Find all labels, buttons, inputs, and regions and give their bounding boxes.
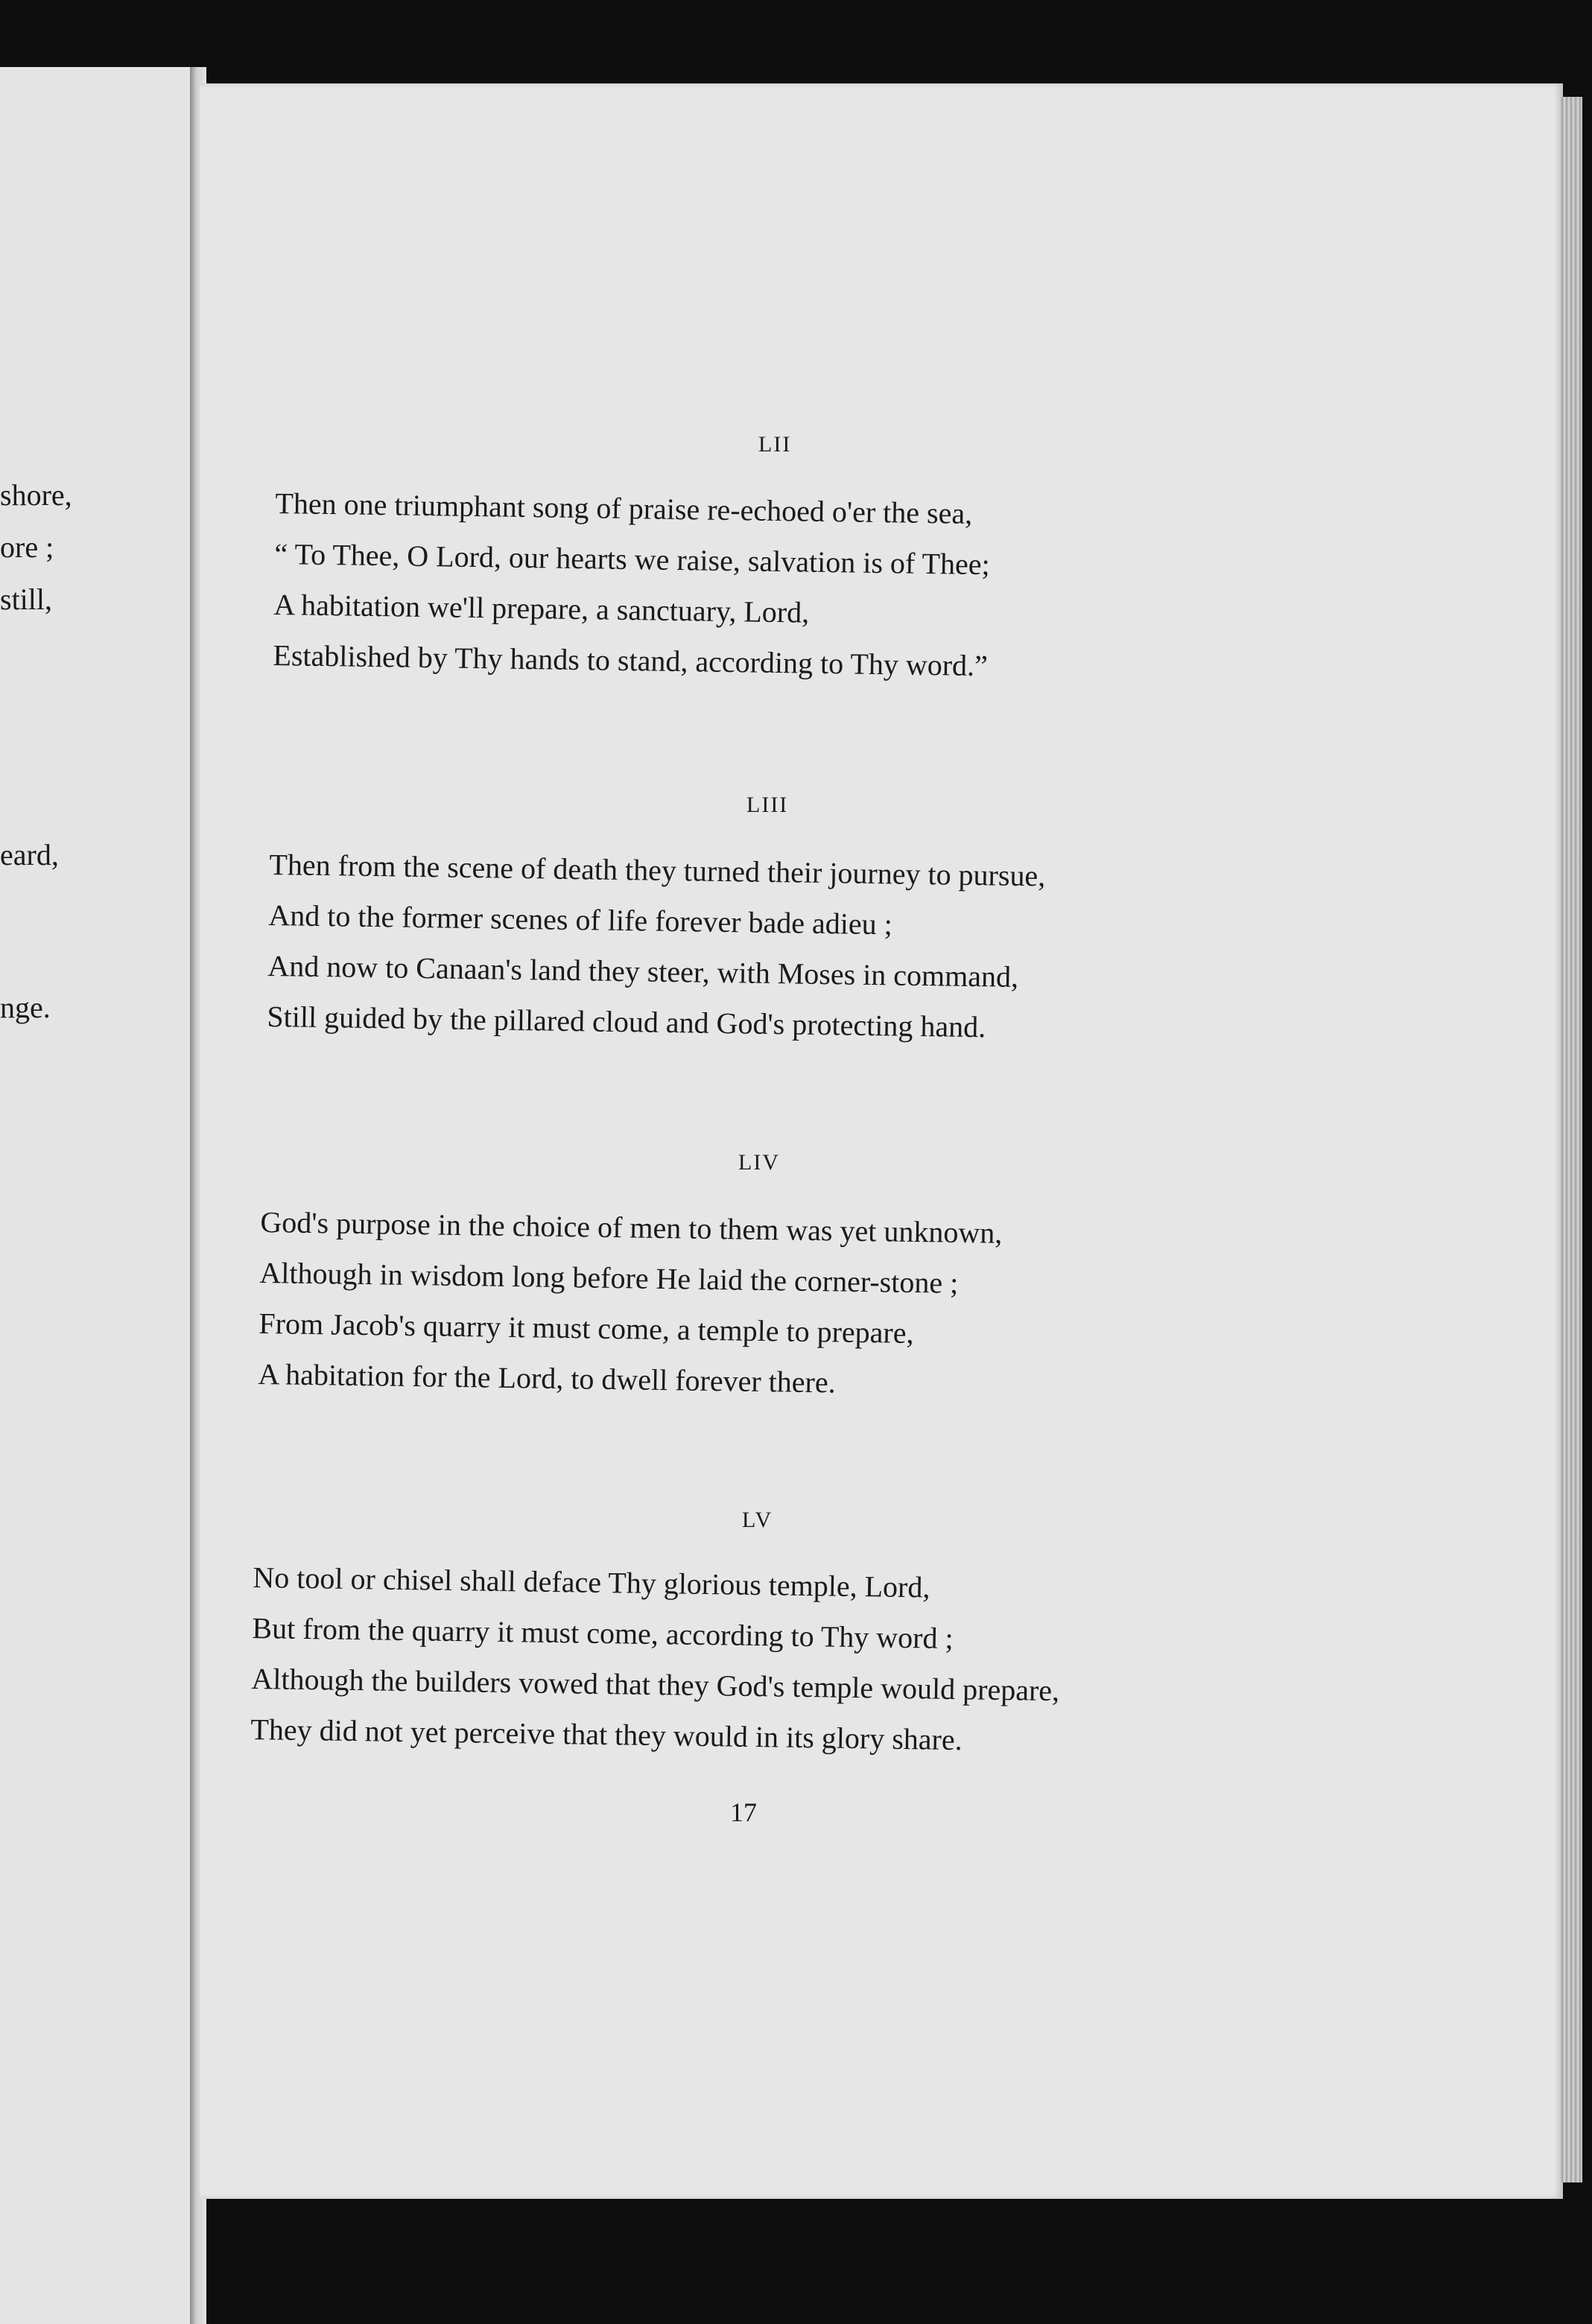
verse-line: Still guided by the pillared cloud and God's protecting hand. bbox=[267, 999, 986, 1044]
verse-line: A habitation we'll prepare, a sanctuary, Lord, bbox=[273, 587, 810, 629]
book-page bbox=[200, 83, 1563, 2199]
verse-line: Although in wisdom long before He laid the corner-stone ; bbox=[259, 1255, 959, 1300]
verse-line: Then one triumphant song of praise re-echoed o'er the sea, bbox=[275, 486, 973, 530]
stanza-numeral: LIII bbox=[746, 793, 789, 817]
verse-line: Then from the scene of death they turned their journey to pursue, bbox=[269, 847, 1046, 893]
stanza-verse bbox=[258, 1197, 1003, 1411]
stanza-numeral: LIV bbox=[738, 1150, 780, 1175]
stanza-numeral: LII bbox=[758, 432, 792, 457]
left-page-text-line: still, bbox=[0, 582, 53, 616]
left-page-text-line: shore, bbox=[0, 478, 72, 512]
stanza-verse bbox=[273, 478, 991, 691]
stanza-numeral: LV bbox=[742, 1508, 773, 1532]
verse-line: Although the builders vowed that they God's temple would prepare, bbox=[251, 1661, 1060, 1708]
left-page-text-line: nge. bbox=[0, 991, 51, 1024]
verse-line: God's purpose in the choice of men to them was yet unknown, bbox=[260, 1204, 1003, 1250]
verse-line: Established by Thy hands to stand, according to Thy word.” bbox=[273, 638, 989, 683]
verse-line: And to the former scenes of life forever bade adieu ; bbox=[268, 898, 893, 942]
verse-line: And now to Canaan's land they steer, with Moses in command, bbox=[267, 948, 1019, 994]
page-stack-edge bbox=[1560, 97, 1582, 2182]
page-number: 17 bbox=[730, 1797, 757, 1827]
verse-line: No tool or chisel shall deface Thy glorious temple, Lord, bbox=[253, 1560, 930, 1604]
left-page-fragment bbox=[0, 67, 197, 2324]
verse-line: They did not yet perceive that they would in its glory share. bbox=[250, 1712, 963, 1757]
verse-line: From Jacob's quarry it must come, a temple to prepare, bbox=[259, 1306, 914, 1350]
left-page-text-line: ore ; bbox=[0, 530, 54, 564]
verse-line: “ To Thee, O Lord, our hearts we raise, salvation is of Thee; bbox=[274, 536, 990, 582]
left-page-text-line: eard, bbox=[0, 838, 59, 872]
stanza-verse bbox=[267, 839, 1046, 1053]
verse-line: A habitation for the Lord, to dwell forever there. bbox=[258, 1356, 837, 1400]
verse-line: But from the quarry it must come, according to Thy word ; bbox=[252, 1610, 954, 1655]
stanza-verse bbox=[250, 1552, 1062, 1767]
